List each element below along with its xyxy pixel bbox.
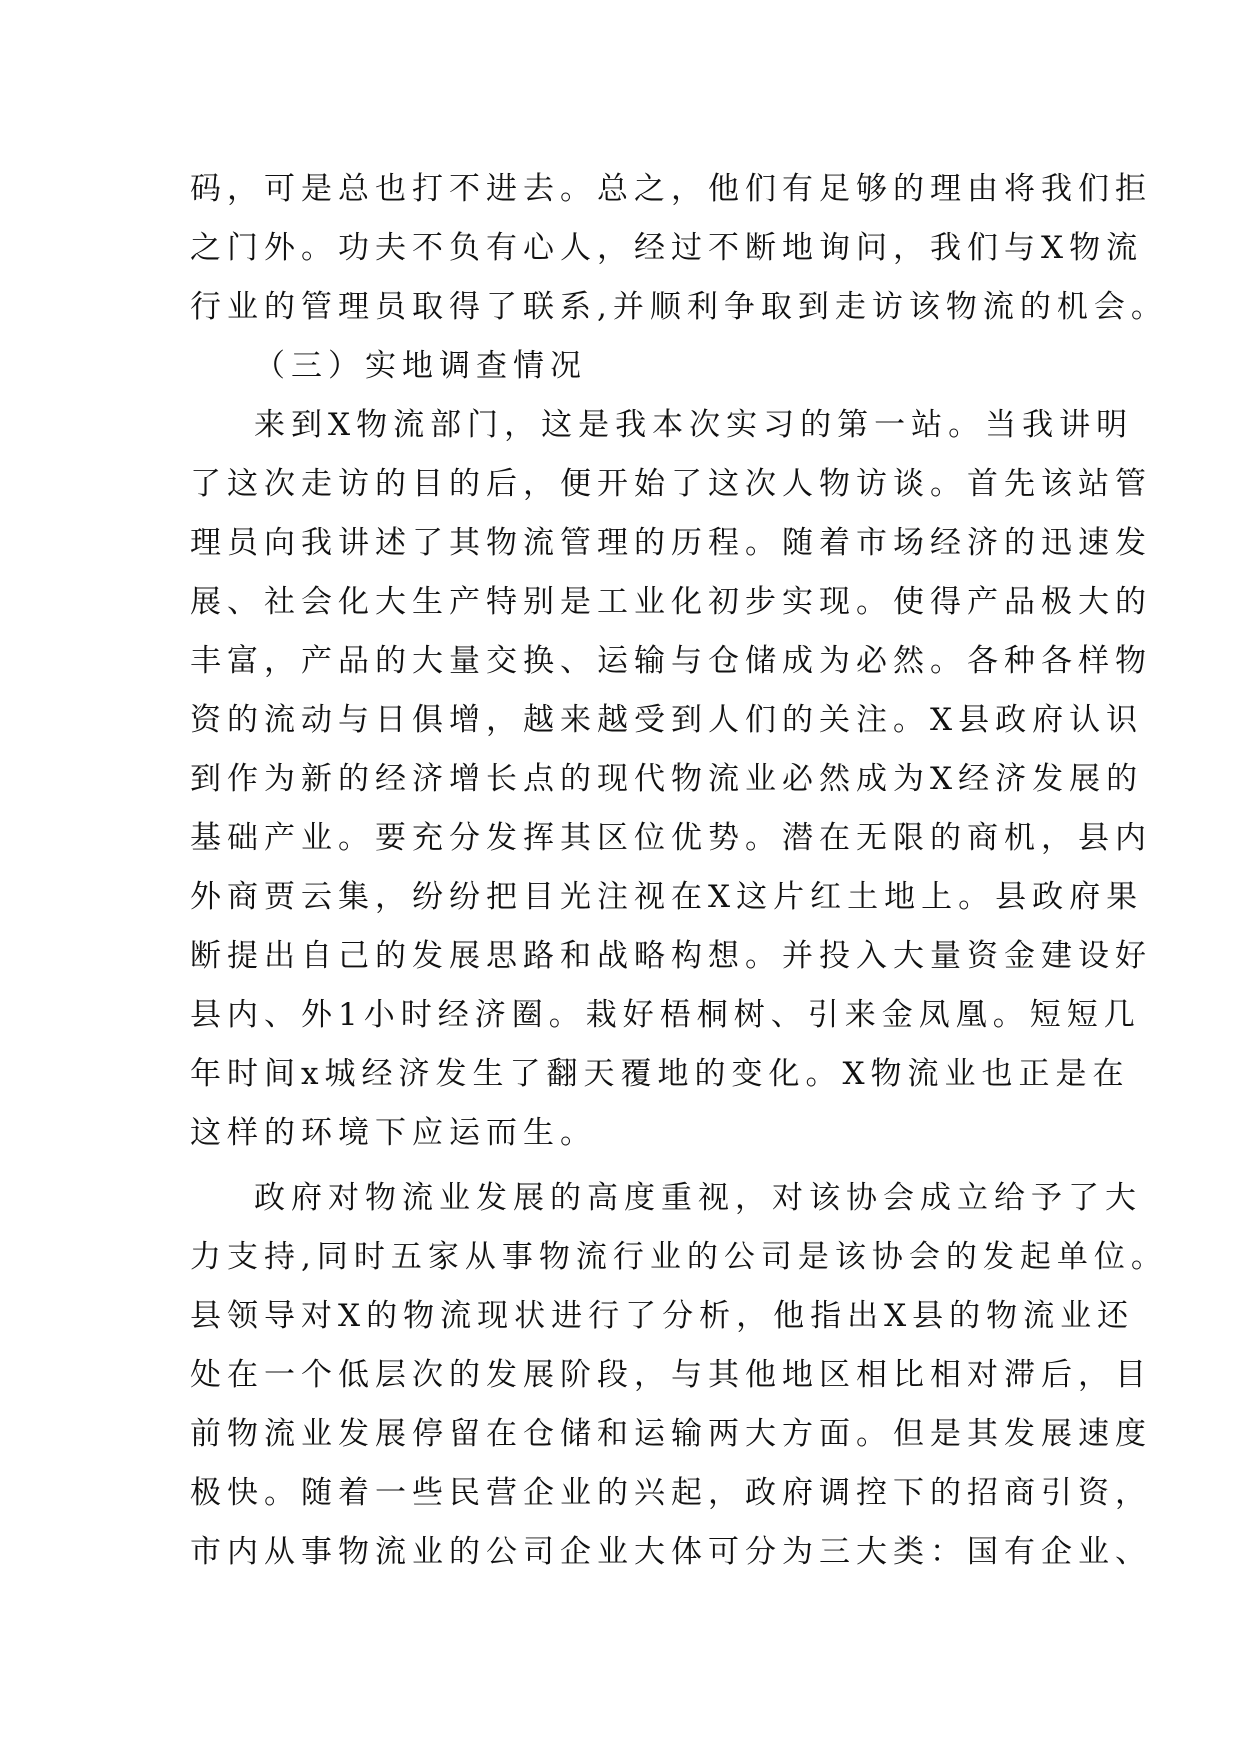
- text-line: 前物流业发展停留在仓储和运输两大方面。但是其发展速度: [190, 1416, 1152, 1452]
- text-line: 资的流动与日俱增，越来越受到人们的关注。X县政府认识: [190, 702, 1144, 738]
- text-line: 展、社会化大生产特别是工业化初步实现。使得产品极大的: [190, 584, 1152, 620]
- paragraph-end-line: 这样的环境下应运而生。: [190, 1115, 597, 1151]
- text-line: 市内从事物流业的公司企业大体可分为三大类：国有企业、: [190, 1534, 1152, 1570]
- text-line: 到作为新的经济增长点的现代物流业必然成为X经济发展的: [190, 761, 1144, 797]
- paragraph-start-line: 来到X物流部门，这是我本次实习的第一站。当我讲明: [254, 407, 1134, 443]
- text-line: 处在一个低层次的发展阶段，与其他地区相比相对滞后，目: [190, 1357, 1152, 1393]
- text-line: 基础产业。要充分发挥其区位优势。潜在无限的商机，县内: [190, 820, 1152, 856]
- text-line: 县领导对X的物流现状进行了分析，他指出X县的物流业还: [190, 1298, 1135, 1334]
- text-line: 了这次走访的目的后，便开始了这次人物访谈。首先该站管: [190, 466, 1152, 502]
- text-line: 之门外。功夫不负有心人，经过不断地询问，我们与X物流: [190, 230, 1144, 266]
- paragraph-start-line: 政府对物流业发展的高度重视，对该协会成立给予了大: [254, 1180, 1142, 1216]
- text-line: 丰富，产品的大量交换、运输与仓储成为必然。各种各样物: [190, 643, 1152, 679]
- text-line: 极快。随着一些民营企业的兴起，政府调控下的招商引资，: [190, 1475, 1152, 1511]
- text-line: 断提出自己的发展思路和战略构想。并投入大量资金建设好: [190, 938, 1152, 974]
- text-line: 力支持,同时五家从事物流行业的公司是该协会的发起单位。: [190, 1239, 1168, 1275]
- text-line: 行业的管理员取得了联系,并顺利争取到走访该物流的机会。: [190, 289, 1168, 325]
- text-line: 外商贾云集，纷纷把目光注视在X这片红土地上。县政府果: [190, 879, 1144, 915]
- section-heading: （三）实地调查情况: [254, 348, 587, 384]
- text-line: 码，可是总也打不进去。总之，他们有足够的理由将我们拒: [190, 171, 1152, 207]
- text-line: 县内、外1小时经济圈。栽好梧桐树、引来金凤凰。短短几: [190, 997, 1141, 1033]
- text-line: 年时间x城经济发生了翻天覆地的变化。X物流业也正是在: [190, 1056, 1130, 1092]
- body-text: [190, 160, 1168, 1582]
- text-line: 理员向我讲述了其物流管理的历程。随着市场经济的迅速发: [190, 525, 1152, 561]
